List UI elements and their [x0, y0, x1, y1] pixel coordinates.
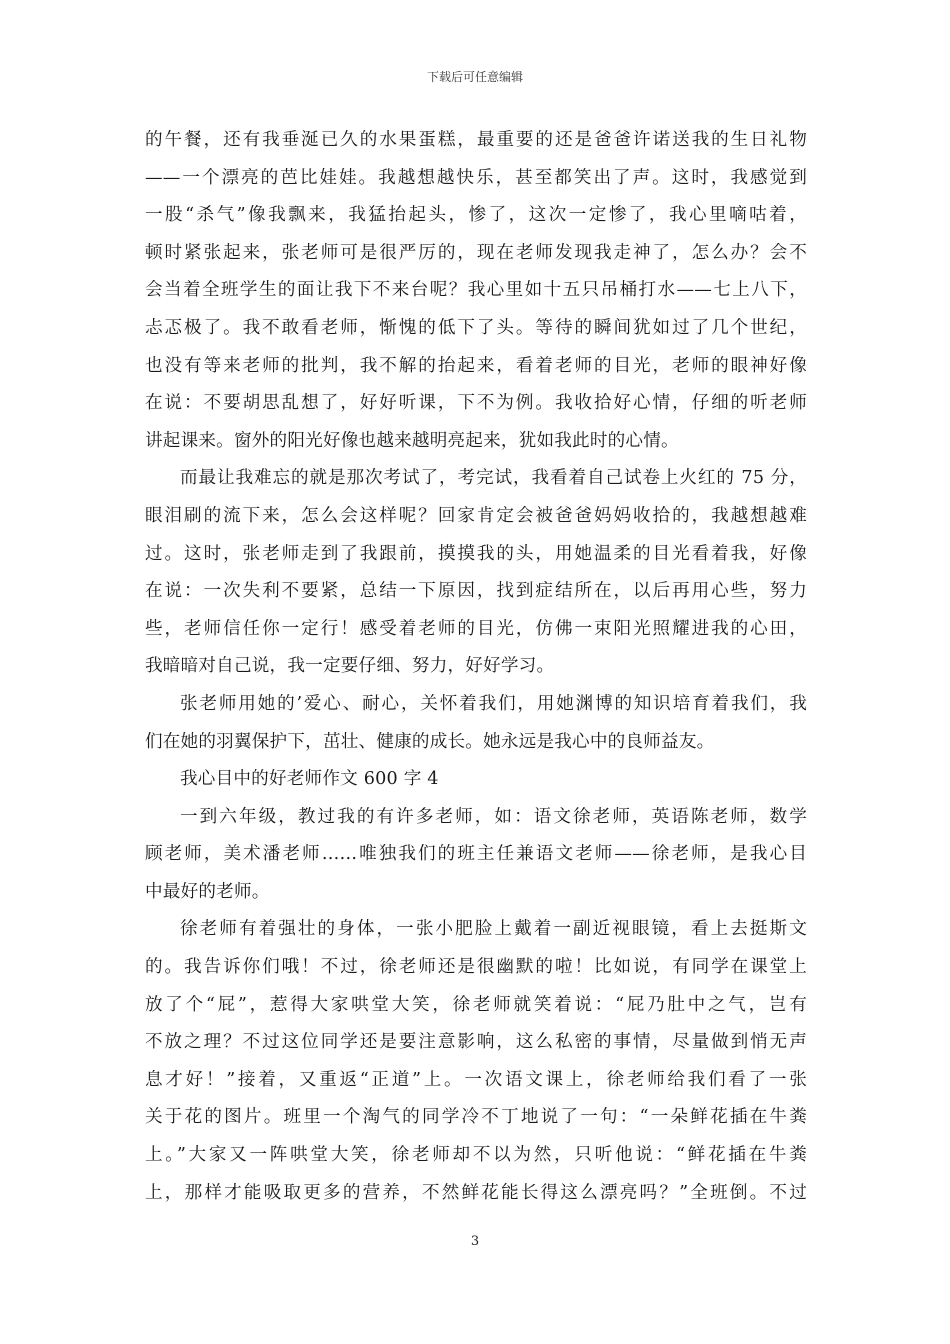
text-line: 的午餐，还有我垂涎已久的水果蛋糕，最重要的还是爸爸许诺送我的生日礼物 — [145, 130, 807, 150]
text-line: 的。我告诉你们哦！不过，徐老师还是很幽默的啦！比如说，有同学在课堂上 — [145, 957, 807, 978]
page-header: 下载后可任意编辑 — [426, 70, 523, 84]
text-line: 关于花的图片。班里一个淘气的同学冷不丁地说了一句：“一朵鲜花插在牛粪 — [145, 1107, 807, 1128]
paragraph-first-line: 一到六年级，教过我的有许多老师，如：语文徐老师，英语陈老师，数学 — [180, 806, 807, 827]
text-line: 上，那样才能吸取更多的营养，不然鲜花能长得这么漂亮吗？”全班倒。不过 — [145, 1182, 807, 1203]
document-body — [145, 122, 807, 1212]
text-line: 在说：不要胡思乱想了，好好听课，下不为例。我收拾好心情，仔细的听老师 — [145, 393, 807, 414]
text-line: 会当着全班学生的面让我下不来台呢？我心里如十五只吊桶打水——七上八下， — [145, 280, 807, 301]
text-line: 些，老师信任你一定行！感受着老师的目光，仿佛一束阳光照耀进我的心田， — [145, 618, 807, 639]
page-number: 3 — [470, 1234, 480, 1249]
text-line: 不放之理？不过这位同学还是要注意影响，这么私密的事情，尽量做到悄无声 — [145, 1032, 807, 1053]
text-line: 们在她的羽翼保护下，茁壮、健康的成长。她永远是我心中的良师益友。 — [145, 731, 715, 752]
text-line: 顾老师，美术潘老师……唯独我们的班主任兼语文老师——徐老师，是我心目 — [145, 844, 807, 865]
text-line: 讲起课来。窗外的阳光好像也越来越明亮起来，犹如我此时的心情。 — [145, 430, 679, 451]
text-line: 息才好！”接着，又重返“正道”上。一次语文课上，徐老师给我们看了一张 — [145, 1069, 807, 1090]
text-line: 眼泪刷的流下来，怎么会这样呢？回家肯定会被爸爸妈妈收拾的，我越想越难 — [145, 505, 807, 526]
text-line: 中最好的老师。 — [145, 881, 270, 902]
paragraph-first-line: 而最让我难忘的就是那次考试了，考完试，我看着自己试卷上火红的 75 分， — [180, 468, 807, 489]
text-line: 一股“杀气”像我飘来，我猛抬起头，惨了，这次一定惨了，我心里嘀咕着， — [145, 205, 807, 226]
text-line: ——一个漂亮的芭比娃娃。我越想越快乐，甚至都笑出了声。这时，我感觉到 — [145, 167, 807, 188]
text-line: 顿时紧张起来，张老师可是很严厉的，现在老师发现我走神了，怎么办？会不 — [145, 242, 807, 263]
text-line: 忐忑极了。我不敢看老师，惭愧的低下了头。等待的瞬间犹如过了几个世纪， — [145, 317, 807, 338]
text-line: 放了个“屁”，惹得大家哄堂大笑，徐老师就笑着说：“屁乃肚中之气，岂有 — [145, 994, 807, 1015]
text-line: 在说：一次失利不要紧，总结一下原因，找到症结所在，以后再用心些，努力 — [145, 581, 807, 602]
text-line: 我暗暗对自己说，我一定要仔细、努力，好好学习。 — [145, 656, 555, 677]
text-line: 上。”大家又一阵哄堂大笑，徐老师却不以为然，只听他说：“鲜花插在牛粪 — [145, 1145, 807, 1166]
paragraph-first-line: 我心目中的好老师作文 600 字 4 — [180, 769, 439, 790]
text-line: 也没有等来老师的批判，我不解的抬起来，看着老师的目光，老师的眼神好像 — [145, 355, 807, 376]
paragraph-first-line: 徐老师有着强壮的身体，一张小肥脸上戴着一副近视眼镜，看上去挺斯文 — [180, 919, 807, 940]
text-line: 过。这时，张老师走到了我跟前，摸摸我的头，用她温柔的目光看着我，好像 — [145, 543, 807, 564]
paragraph-first-line: 张老师用她的’爱心、耐心，关怀着我们，用她渊博的知识培育着我们，我 — [180, 693, 807, 714]
